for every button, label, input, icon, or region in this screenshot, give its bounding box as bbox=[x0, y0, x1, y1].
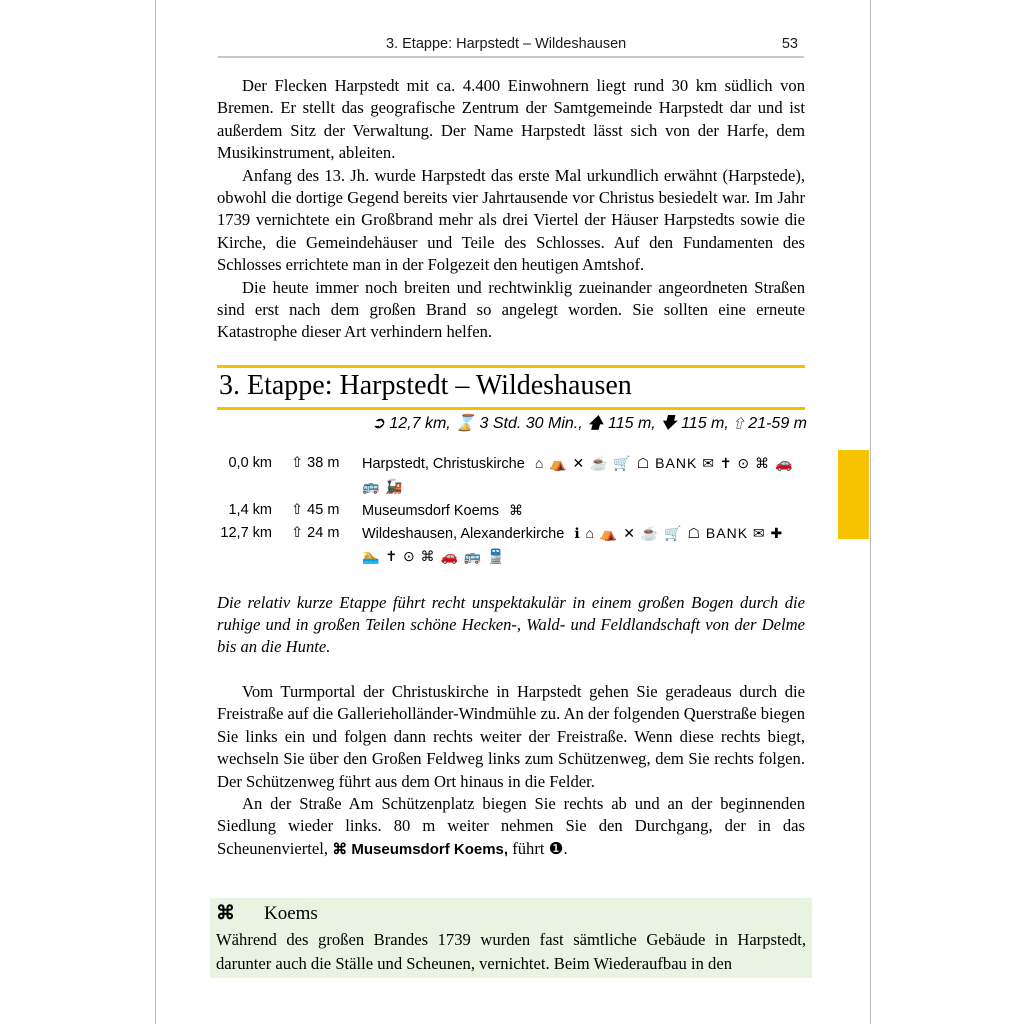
route-paragraph: An der Straße Am Schützenplatz biegen Sie rechts ab und an der beginnenden Siedlung wieder links. 80 m weiter nehmen Sie den Durchgang, der in das Scheunenviertel, ⌘ Museumsdorf Koems, führt ❶. bbox=[217, 794, 805, 858]
museum-icon: ⌘ bbox=[216, 903, 235, 924]
info-box-title: ⌘ Koems bbox=[216, 903, 318, 924]
intro-paragraph: Der Flecken Harpstedt mit ca. 4.400 Einwohnern liegt rund 30 km südlich von Bremen. Er stellt das geografische Zentrum der Samtgemeinde Harpstedt dar und ist außerdem Sitz der Verwaltung. Der Name Harpstedt lässt sich von der Harfe, dem Musikinstrument, ableiten. bbox=[217, 76, 805, 163]
route-description bbox=[217, 681, 805, 861]
chapter-thumb-tab bbox=[838, 450, 869, 539]
page-number: 53 bbox=[781, 36, 798, 52]
waypoint-row bbox=[217, 455, 805, 478]
waypoint-row bbox=[217, 525, 805, 548]
facility-icons: ⌘ bbox=[509, 502, 525, 518]
facility-icons-continued: 🚌 🚂 bbox=[362, 478, 404, 494]
waypoint-list bbox=[217, 455, 805, 572]
waypoint-altitude: ⇧ 24 m bbox=[291, 525, 340, 541]
intro-paragraph: Anfang des 13. Jh. wurde Harpstedt das erste Mal urkundlich erwähnt (Harpstede), obwohl die dortige Gegend bereits vier Jahrtausende vor Christus besiedelt war. Im Jahr 1739 vernichtete ein Großbrand mehr als drei Viertel der Häuser Harpstedts sowie die Kirche, die Gemeindehäuser und Teile des Schlosses. Auf den Fundamenten des Schlosses errichtete man in der Folgezeit den heutigen Amtshof. bbox=[217, 165, 805, 275]
stage-summary: Die relativ kurze Etappe führt recht unspektakulär in einem großen Bogen durch die ruhige und in großen Teilen schöne Hecken-, Wald- und Feldlandschaft von der Delme bis an die Hunte. bbox=[217, 593, 805, 656]
section-title: 3. Etappe: Harpstedt – Wildeshausen bbox=[219, 370, 632, 401]
facility-icons: ⌂ ⛺ ✕ ☕ 🛒 ☖ BANK ✉ ✝ ⊙ ⌘ 🚗 bbox=[534, 455, 794, 471]
waypoint-row bbox=[217, 502, 805, 525]
facility-icons-continued: 🏊 ✝ ⊙ ⌘ 🚗 🚌 🚆 bbox=[362, 548, 506, 564]
running-header-title: 3. Etappe: Harpstedt – Wildeshausen bbox=[386, 36, 627, 52]
museum-reference: ⌘ Museumsdorf Koems, bbox=[332, 840, 509, 858]
intro-paragraph: Die heute immer noch breiten und rechtwinklig zueinander angeordneten Straßen sind erst nach dem großen Brand so angelegt worden. Sie sollten eine erneute Katastrophe dieser Art verhindern helfen. bbox=[217, 277, 805, 342]
route-paragraph: Vom Turmportal der Christuskirche in Harpstedt gehen Sie geradeaus durch die Freistraße auf die Gallerieholländer-Windmühle zu. An der folgenden Querstraße biegen Sie links ein und folgen dann rechts weiter der Freistraße. Wenn diese rechts biegt, wechseln Sie über den Großen Feldweg links zum Schützenweg, dem Sie rechts folgen. Der Schützenweg führt aus dem Ort hinaus in die Felder. bbox=[217, 682, 805, 791]
info-box bbox=[210, 898, 812, 978]
waypoint-distance: 1,4 km bbox=[228, 502, 272, 518]
stage-stats: ➲ 12,7 km, ⌛ 3 Std. 30 Min., 🡅 115 m, 🡇 115 m, ⇧ 21-59 m bbox=[371, 415, 807, 432]
facility-icons: ℹ ⌂ ⛺ ✕ ☕ 🛒 ☖ BANK ✉ ✚ bbox=[574, 525, 784, 541]
waypoint-distance: 12,7 km bbox=[220, 525, 272, 541]
waypoint-name: Museumsdorf Koems bbox=[362, 503, 499, 519]
waypoint-altitude: ⇧ 38 m bbox=[291, 455, 340, 471]
waypoint-distance: 0,0 km bbox=[228, 455, 272, 471]
intro-text bbox=[217, 75, 805, 344]
waypoint-name: Wildeshausen, Alexanderkirche bbox=[362, 526, 565, 542]
section-heading-bar bbox=[217, 365, 805, 410]
running-header bbox=[218, 36, 804, 58]
info-box-text: Während des großen Brandes 1739 wurden fast sämtliche Gebäude in Harpstedt, darunter auch die Ställe und Scheunen, vernichtet. Beim Wiederaufbau in den bbox=[216, 930, 806, 973]
waypoint-name: Harpstedt, Christuskirche bbox=[362, 456, 525, 472]
waypoint-altitude: ⇧ 45 m bbox=[291, 502, 340, 518]
